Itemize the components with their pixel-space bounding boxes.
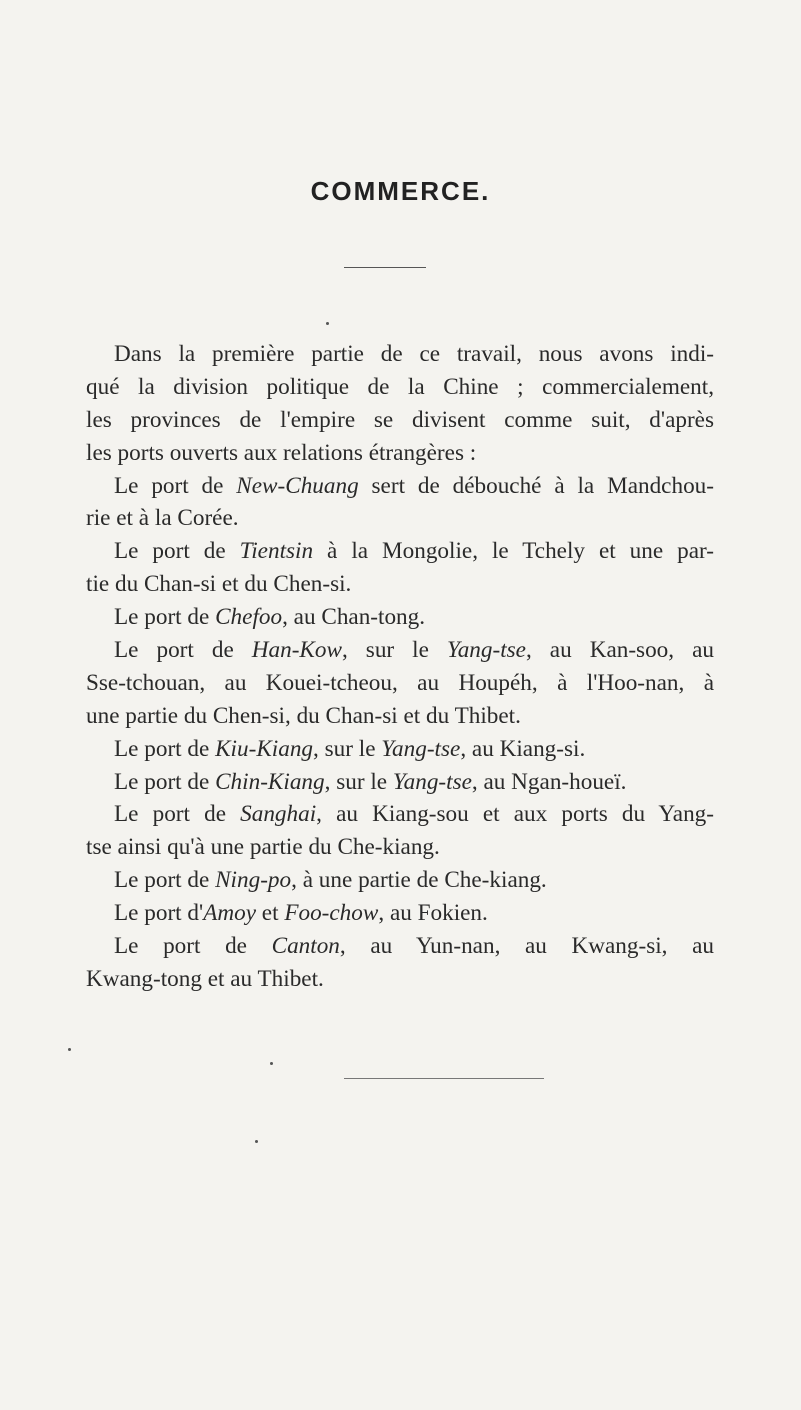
print-speck bbox=[255, 1140, 258, 1143]
river-name: Yang-tse bbox=[381, 735, 461, 762]
paragraph-line: Le port de Canton, au Yun-nan, au Kwang-si, au bbox=[114, 933, 714, 960]
paragraph-line: Le port de Tientsin à la Mongolie, le Tchely et une par- bbox=[114, 538, 715, 565]
port-name: Chin-Kiang bbox=[215, 768, 325, 795]
river-name: Yang-tse bbox=[392, 768, 472, 795]
paragraph-line: Le port d'Amoy et Foo-chow, au Fokien. bbox=[114, 900, 488, 927]
paragraph-line: Le port de Sanghai, au Kiang-sou et aux ports du Yang- bbox=[114, 801, 714, 828]
paragraph-line: Le port de Han-Kow, sur le Yang-tse, au Kan-soo, au bbox=[114, 637, 714, 664]
paragraph-line: tie du Chan-si et du Chen-si. bbox=[86, 571, 352, 598]
paragraph-line: une partie du Chen-si, du Chan-si et du Thibet. bbox=[86, 702, 521, 729]
print-speck bbox=[326, 322, 329, 325]
print-speck bbox=[270, 1062, 273, 1065]
paragraph-line: Le port de Kiu-Kiang, sur le Yang-tse, au Kiang-si. bbox=[114, 735, 586, 762]
port-name: Amoy bbox=[203, 900, 256, 927]
port-name: Chefoo bbox=[215, 604, 283, 631]
paragraph-line: Dans la première partie de ce travail, nous avons indi- bbox=[114, 341, 714, 367]
river-name: Yang-tse bbox=[446, 637, 526, 664]
page-title: COMMERCE. bbox=[310, 176, 491, 206]
paragraph-line: les ports ouverts aux relations étrangères : bbox=[86, 439, 477, 466]
port-name: New-Chuang bbox=[236, 472, 359, 499]
paragraph-line: rie et à la Corée. bbox=[86, 505, 239, 532]
paragraph-line: Le port de Chin-Kiang, sur le Yang-tse, au Ngan-houeï. bbox=[114, 768, 627, 795]
port-name: Canton bbox=[271, 933, 340, 960]
paragraph-line: Kwang-tong et au Thibet. bbox=[86, 965, 324, 992]
divider-rule-top bbox=[344, 267, 426, 268]
divider-rule-bottom bbox=[344, 1078, 544, 1079]
paragraph-line: Le port de New-Chuang sert de débouché à la Mandchou- bbox=[114, 472, 714, 499]
print-speck bbox=[68, 1048, 71, 1051]
paragraph-line: Le port de Ning-po, à une partie de Che-kiang. bbox=[114, 867, 547, 894]
port-name: Foo-chow bbox=[284, 900, 379, 927]
paragraph-line: Sse-tchouan, au Kouei-tcheou, au Houpéh, à l'Hoo-nan, à bbox=[86, 669, 714, 696]
paragraph-line: qué la division politique de la Chine ; commercialement, bbox=[86, 373, 714, 400]
paragraph-line: les provinces de l'empire se divisent comme suit, d'après bbox=[86, 406, 714, 433]
port-name: Kiu-Kiang bbox=[215, 735, 314, 762]
paragraph-line: Le port de Chefoo, au Chan-tong. bbox=[114, 604, 426, 631]
paragraph-line: tse ainsi qu'à une partie du Che-kiang. bbox=[86, 834, 440, 861]
port-name: Ning-po bbox=[215, 867, 292, 894]
port-name: Sanghai bbox=[240, 801, 317, 828]
body-text bbox=[86, 338, 714, 996]
port-name: Han-Kow bbox=[251, 637, 342, 664]
port-name: Tientsin bbox=[239, 538, 314, 565]
